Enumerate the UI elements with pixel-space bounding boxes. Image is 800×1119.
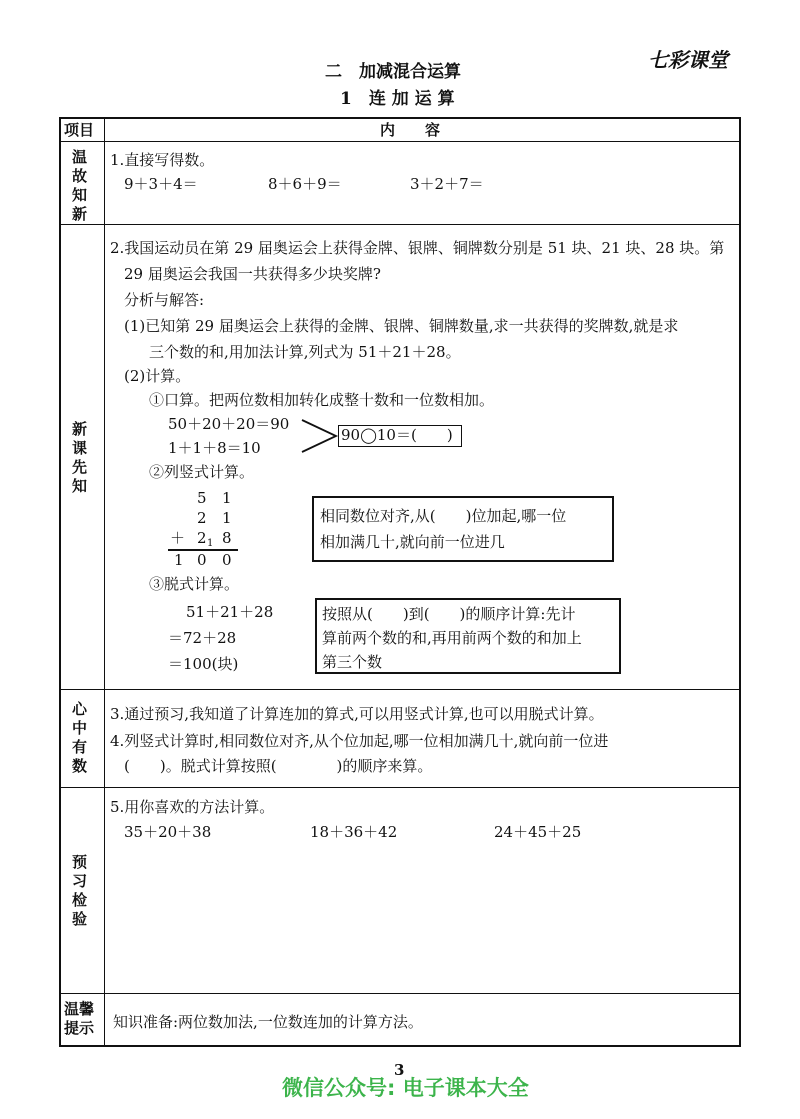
vertical-rule-line-1: 相同数位对齐,从( )位加起,哪一位 <box>320 507 567 525</box>
tips-text: 知识准备:两位数加法,一位数连加的计算方法。 <box>113 1013 423 1031</box>
merge-bracket-icon <box>300 418 340 454</box>
vertical-calc-title: ②列竖式计算。 <box>149 463 255 481</box>
vertical-rule-box <box>312 496 614 562</box>
row-label-new-lesson: 新 课 先 知 <box>72 420 88 495</box>
digit: 0 <box>222 551 232 569</box>
stepwise-rule-line-3: 第三个数 <box>322 653 383 671</box>
digit: 2 <box>197 529 207 547</box>
watermark-text: 微信公众号: 电子课本大全 <box>282 1076 529 1100</box>
review-expression-2: 8＋6＋9＝ <box>268 175 342 193</box>
part-2-heading: (2)计算。 <box>124 367 191 385</box>
oral-answer-box: 90◯10＝( ) <box>338 425 462 447</box>
preview-expression-2: 18＋36＋42 <box>310 823 398 841</box>
stepwise-rule-line-1: 按照从( )到( )的顺序计算:先计 <box>322 605 576 623</box>
question-4-line-1: 4.列竖式计算时,相同数位对齐,从个位加起,哪一位相加满几十,就向前一位进 <box>110 732 609 750</box>
digit: 0 <box>197 551 207 569</box>
row-label-preview-test: 预 习 检 验 <box>72 853 88 928</box>
column-header-content: 内 容 <box>380 121 441 139</box>
lesson-title: 1 连 加 运 算 <box>340 89 455 109</box>
vertical-rule-line-2: 相加满几十,就向前一位进几 <box>320 533 505 551</box>
question-2-line-2: 29 届奥运会我国一共获得多少块奖牌? <box>124 265 381 283</box>
digit: 8 <box>222 529 232 547</box>
question-2-line-1: 2.我国运动员在第 29 届奥运会上获得金牌、银牌、铜牌数分别是 51 块、21 块、28 块。第 <box>110 239 725 257</box>
carry-digit: 1 <box>207 538 214 549</box>
digit: 1 <box>174 551 184 569</box>
unit-title: 二 加减混合运算 <box>325 62 461 82</box>
digit: 2 <box>197 509 207 527</box>
oral-equation-2: 1＋1＋8＝10 <box>168 439 261 457</box>
stepwise-step-2: ＝72＋28 <box>168 629 237 647</box>
analysis-heading: 分析与解答: <box>124 291 205 309</box>
stepwise-step-1: 51＋21＋28 <box>186 603 274 621</box>
preview-expression-3: 24＋45＋25 <box>494 823 582 841</box>
review-expression-3: 3＋2＋7＝ <box>410 175 484 193</box>
review-expression-1: 9＋3＋4＝ <box>124 175 198 193</box>
row-label-tips: 温馨 提示 <box>64 1000 95 1037</box>
stepwise-step-3: ＝100(块) <box>168 655 239 673</box>
stepwise-calc-title: ③脱式计算。 <box>149 575 240 593</box>
stepwise-rule-line-2: 算前两个数的和,再用前两个数的和加上 <box>322 629 582 647</box>
oral-calc-title: ①口算。把两位数相加转化成整十数和一位数相加。 <box>149 391 495 409</box>
question-5: 5.用你喜欢的方法计算。 <box>110 798 275 816</box>
digit: 1 <box>222 489 232 507</box>
question-3: 3.通过预习,我知道了计算连加的算式,可以用竖式计算,也可以用脱式计算。 <box>110 705 604 723</box>
digit: 1 <box>222 509 232 527</box>
row-label-self-check: 心 中 有 数 <box>72 700 88 775</box>
page-number: 3 <box>394 1061 405 1079</box>
brand-logo: 七彩课堂 <box>648 48 728 72</box>
column-header-item: 项目 <box>64 121 95 139</box>
review-question-1: 1.直接写得数。 <box>110 151 215 169</box>
plus-sign: ＋ <box>170 529 186 547</box>
part-1-line-1: (1)已知第 29 届奥运会上获得的金牌、银牌、铜牌数量,求一共获得的奖牌数,就是求 <box>124 317 679 335</box>
question-4-line-2: ( )。脱式计算按照( )的顺序来算。 <box>124 757 433 775</box>
oral-equation-1: 50＋20＋20＝90 <box>168 415 290 433</box>
part-1-line-2: 三个数的和,用加法计算,列式为 51＋21＋28。 <box>149 343 461 361</box>
row-label-review: 温 故 知 新 <box>72 148 88 223</box>
digit: 5 <box>197 489 207 507</box>
stepwise-rule-box <box>315 598 621 674</box>
preview-expression-1: 35＋20＋38 <box>124 823 212 841</box>
